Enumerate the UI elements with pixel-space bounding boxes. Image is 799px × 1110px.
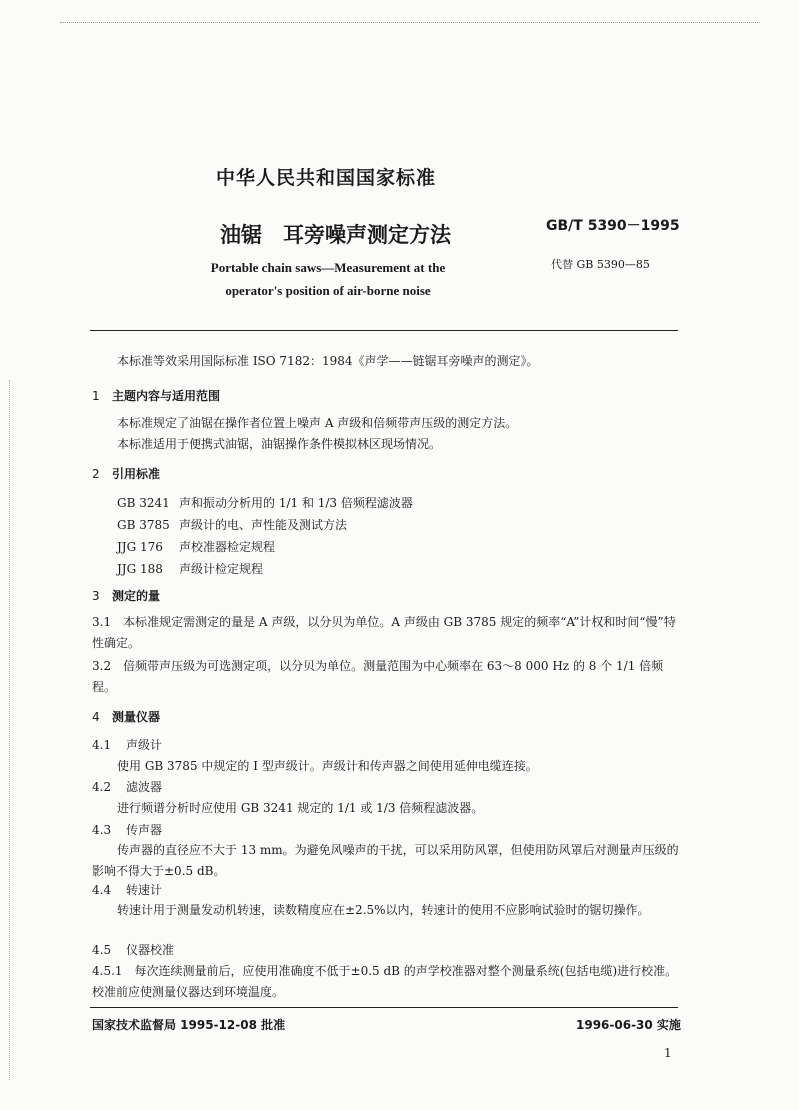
section-title: 测量仪器: [112, 710, 161, 724]
subsection-4-2-heading: 4.2 滤波器: [92, 780, 163, 794]
subsection-4-1-heading: 4.1 声级计: [92, 738, 163, 752]
reference-item: JJG 176 声校准器检定规程: [117, 540, 276, 554]
national-standard-heading: 中华人民共和国国家标准: [216, 167, 437, 189]
replaces-note: 代替 GB 5390—85: [551, 258, 650, 271]
section-title: 引用标准: [112, 467, 161, 481]
header-rule: [90, 330, 678, 331]
reference-item: JJG 188 声级计检定规程: [117, 562, 264, 576]
section-number: 1: [92, 389, 100, 403]
section-number: 4: [92, 710, 100, 724]
reference-item: GB 3241 声和振动分析用的 1/1 和 1/3 倍频程滤波器: [117, 496, 413, 510]
subsection-4-3-text: 传声器的直径应不大于 13 mm。为避免风噪声的干扰，可以采用防风罩，但使用防风罩后对测量声压级的影响不得大于±0.5 dB。: [92, 843, 679, 878]
section-title: 主题内容与适用范围: [112, 389, 221, 403]
section-1-paragraph-1: 本标准规定了油锯在操作者位置上噪声 A 声级和倍频带声压级的测定方法。: [117, 416, 518, 430]
clause-3-2: 3.2 倍频带声压级为可选测定项，以分贝为单位。测量范围为中心频率在 63～8 000 Hz 的 8 个 1/1 倍频程。: [92, 659, 664, 694]
intro-paragraph: 本标准等效采用国际标准 ISO 7182：1984《声学——链锯耳旁噪声的测定》。: [117, 354, 539, 368]
subsection-4-1-text: 使用 GB 3785 中规定的 I 型声级计。声级计和传声器之间使用延伸电缆连接。: [117, 759, 538, 773]
section-1-heading: [92, 387, 220, 404]
section-2-heading: [92, 465, 160, 482]
section-number: 2: [92, 467, 100, 481]
subsection-4-3-heading: 4.3 传声器: [92, 823, 163, 837]
reference-list: [117, 494, 413, 582]
english-title-line2: operator's position of air-borne noise: [225, 283, 431, 298]
footer-rule: [90, 1007, 678, 1008]
english-title-line1: Portable chain saws—Measurement at the: [210, 260, 446, 275]
standard-number: GB/T 5390－1995: [546, 218, 680, 234]
scan-border-top: [60, 22, 760, 23]
chinese-title: 油锯 耳旁噪声测定方法: [220, 223, 451, 247]
section-4-heading: [92, 708, 160, 725]
section-3-heading: [92, 587, 160, 604]
clause-4-5-1: 4.5.1 每次连续测量前后，应使用准确度不低于±0.5 dB 的声学校准器对整个测量系统(包括电缆)进行校准。校准前应使测量仪器达到环境温度。: [92, 964, 678, 999]
reference-item: GB 3785 声级计的电、声性能及测试方法: [117, 518, 348, 532]
effective-date: 1996-06-30 实施: [576, 1018, 681, 1032]
clause-3-1: 3.1 本标准规定需测定的量是 A 声级，以分贝为单位。A 声级由 GB 3785 规定的频率“A”计权和时间“慢”特性确定。: [92, 615, 676, 650]
approval-date: 国家技术监督局 1995-12-08 批准: [92, 1018, 286, 1032]
subsection-4-4-heading: 4.4 转速计: [92, 883, 163, 897]
section-1-paragraph-2: 本标准适用于便携式油锯，油锯操作条件模拟林区现场情况。: [117, 437, 442, 451]
section-number: 3: [92, 589, 100, 603]
subsection-4-2-text: 进行频谱分析时应使用 GB 3241 规定的 1/1 或 1/3 倍频程滤波器。: [117, 801, 484, 815]
subsection-4-5-heading: 4.5 仪器校准: [92, 943, 175, 957]
section-title: 测定的量: [112, 589, 161, 603]
page-number: 1: [664, 1046, 672, 1060]
scan-border-left: [9, 380, 10, 1080]
subsection-4-4-text: 转速计用于测量发动机转速，读数精度应在±2.5%以内，转速计的使用不应影响试验时的锯切操作。: [117, 903, 650, 917]
